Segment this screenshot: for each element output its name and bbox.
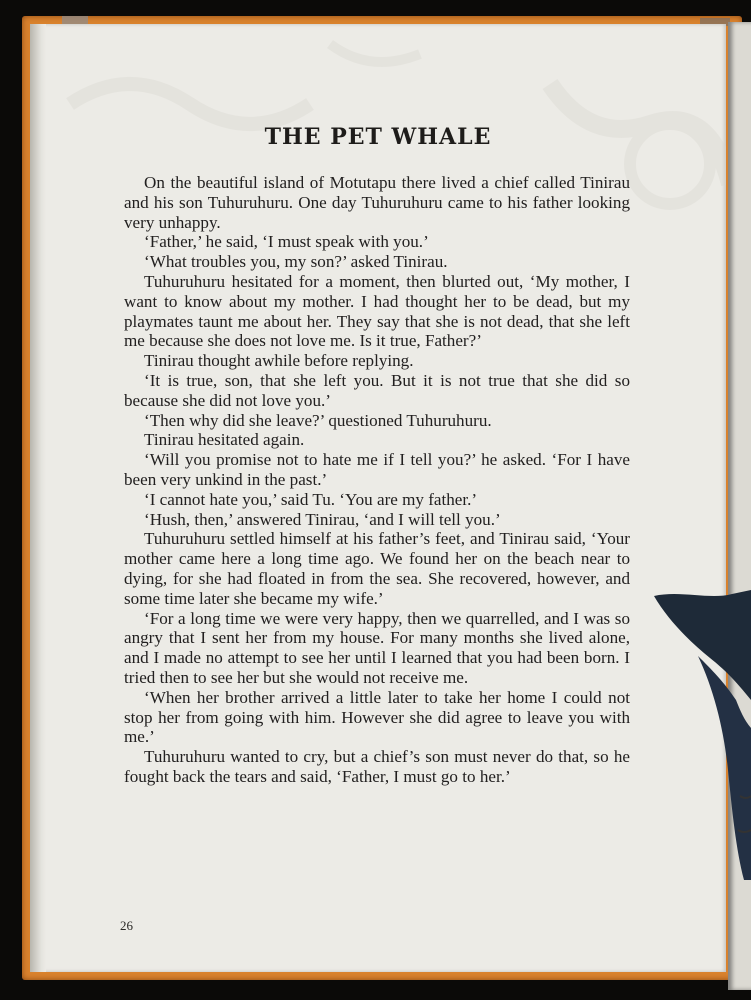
page-title: THE PET WHALE xyxy=(264,124,492,150)
story-paragraph: Tinirau hesitated again. xyxy=(144,430,305,450)
story-paragraph: ‘Father,’ he said, ‘I must speak with you.’ xyxy=(144,232,429,252)
story-paragraph: ‘Will you promise not to hate me if I tell you?’ he asked. ‘For I have been very unkind in the past.’ xyxy=(124,450,630,489)
story-paragraph: ‘I cannot hate you,’ said Tu. ‘You are my father.’ xyxy=(144,489,478,509)
story-text xyxy=(124,173,630,787)
story-paragraph: ‘For a long time we were very happy, then we quarrelled, and I was so angry that I sent her from my house. For many months she lived alone, and I made no attempt to see her until I learned that you had been born. I tried then to see her but she would not receive me. xyxy=(124,608,630,687)
story-paragraph: ‘Then why did she leave?’ questioned Tuhuruhuru. xyxy=(144,410,492,430)
story-paragraph: ‘What troubles you, my son?’ asked Tinirau. xyxy=(144,252,448,272)
page-gutter xyxy=(30,24,46,972)
story-paragraph: Tinirau thought awhile before replying. xyxy=(144,351,414,371)
whale-tail-illustration xyxy=(640,560,751,880)
story-paragraph: Tuhuruhuru hesitated for a moment, then blurted out, ‘My mother, I want to know about my mother. I had thought her to be dead, but my playmates taunt me about her. They say that she is not dead, that she left me because she does not love me. Is it true, Father?’ xyxy=(124,271,630,351)
story-paragraph: ‘When her brother arrived a little later to take her home I could not stop her from going with him. However she did agree to leave you with me.’ xyxy=(124,687,630,747)
tape-mark xyxy=(62,16,88,24)
story-paragraph: ‘It is true, son, that she left you. But it is not true that she did so because she did not love you.’ xyxy=(124,370,630,410)
story-paragraph: ‘Hush, then,’ answered Tinirau, ‘and I will tell you.’ xyxy=(144,509,501,529)
page-number: 26 xyxy=(120,918,133,933)
story-paragraph: Tuhuruhuru settled himself at his father’s feet, and Tinirau said, ‘Your mother came here a long time ago. We found her on the beach near to dying, for she had floated in from the sea. She recovered, however, and some time later she became my wife.’ xyxy=(124,529,630,608)
story-paragraph: Tuhuruhuru wanted to cry, but a chief’s son must never do that, so he fought back the tears and said, ‘Father, I must go to her.’ xyxy=(124,747,630,786)
story-paragraph: On the beautiful island of Motutapu there lived a chief called Tinirau and his son Tuhuruhuru. One day Tuhuruhuru came to his father looking very unhappy. xyxy=(124,173,630,232)
